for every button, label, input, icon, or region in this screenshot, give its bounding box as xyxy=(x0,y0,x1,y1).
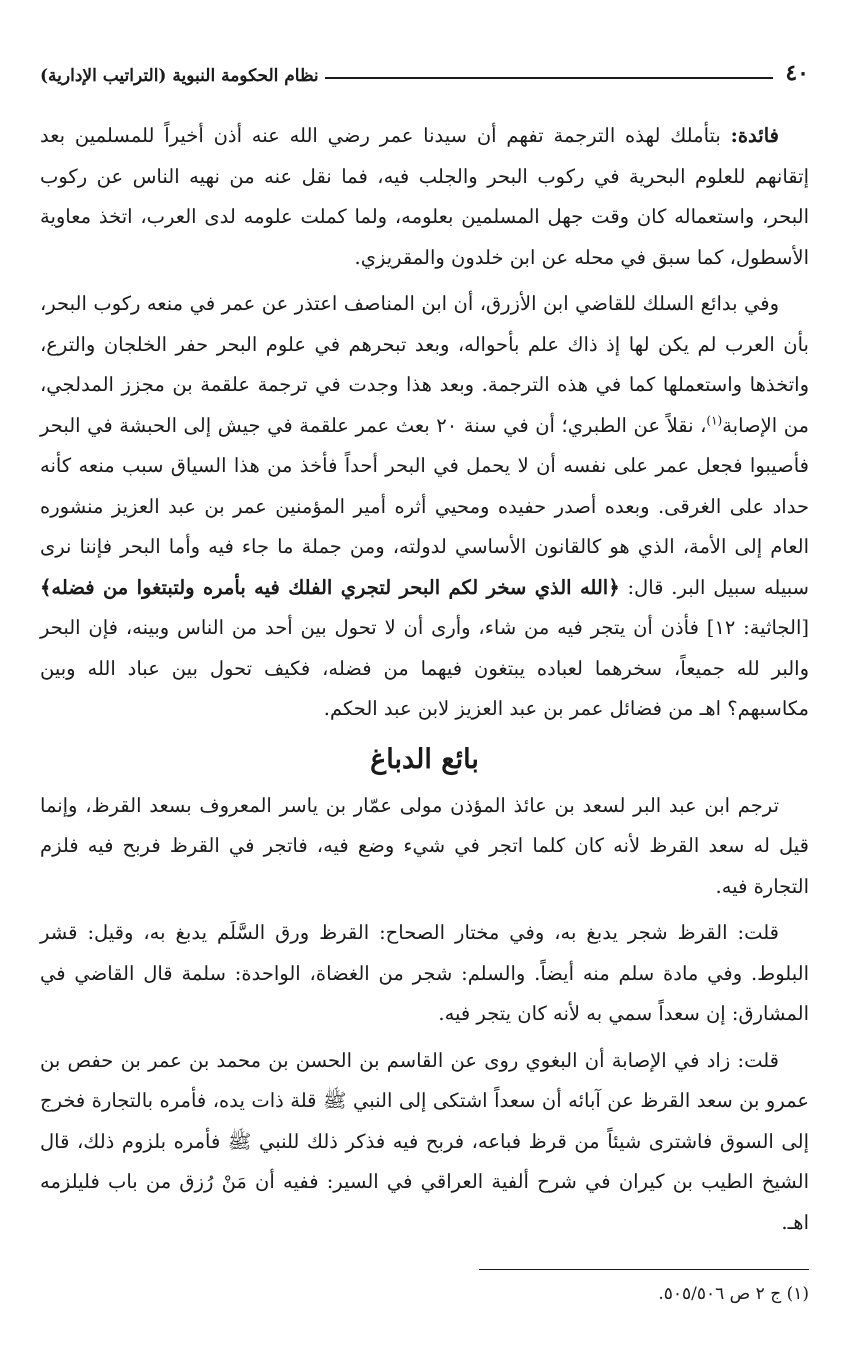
paragraph-text: ، نقلاً عن الطبري؛ أن في سنة ٢٠ بعث عمر علقمة في جيش إلى الحبشة في البحر فأصيبوا فجعل عمر على نفسه أن لا يحمل في البحر أحداً فأخذ من هذا السياق سبب منعه كأنه حداد على الغرقى. وبعده أصدر حفيده ومحيي أثره أمير المؤمنين عمر بن عبد العزيز منشوره العام إلى الأمة، الذي هو كالقانون الأساسي لدولته، ومن جملة ما جاء فيه وأما البحر فإننا نرى سبيله سبيل البر. قال: xyxy=(40,413,809,599)
paragraph-badaie xyxy=(40,284,809,730)
footnote: (١) ج ٢ ص ٥٠٥/٥٠٦. xyxy=(658,1284,809,1304)
footnote-rule xyxy=(479,1269,809,1270)
paragraph-text: [الجاثية: ١٢] فأذن أن يتجر فيه من شاء، وأرى أن لا تحول بين أحد من الناس وبينه، فإن البحر والبر لله جميعاً، سخرهما لعباده يبتغون فيهما من فضله، فكيف تحول بين عباد الله وبين مكاسبهم؟ اهـ من فضائل عمر بن عبد العزيز لابن عبد الحكم. xyxy=(40,616,809,720)
faida-label: فائدة: xyxy=(730,124,779,147)
paragraph-text: بتأملك لهذه الترجمة تفهم أن سيدنا عمر رضي الله عنه أذن أخيراً للمسلمين بعد إتقانهم للعلوم البحرية في ركوب البحر والجلب فيه، فما نقل عنه من نهيه الناس عن ركوب البحر، واستعماله كان وقت جهل المسلمين بعلومه، ولما كملت علومه لدى العرب، اتخذ معاوية الأسطول، كما سبق في محله عن ابن خلدون والمقريزي. xyxy=(40,124,809,269)
paragraph-qultu-2: قلت: زاد في الإصابة أن البغوي روى عن القاسم بن الحسن بن محمد بن عمر بن حفص بن عمرو بن سعد القرظ عن آبائه أن سعداً اشتكى إلى النبي ﷺ قلة ذات يده، فأمره بالتجارة فخرج إلى السوق فاشترى شيئاً من قرظ فباعه، فربح فيه فذكر ذلك للنبي ﷺ فأمره بلزوم ذلك، قال الشيخ الطيب بن كيران في شرح ألفية العراقي في السير: ففيه أن مَنْ رُزق من باب فليلزمه اهـ. xyxy=(40,1048,809,1234)
quran-verse: ﴿الله الذي سخر لكم البحر لتجري الفلك فيه بأمره ولتبتغوا من فضله﴾ xyxy=(40,575,620,599)
section-heading: بائع الدباغ xyxy=(370,743,479,775)
paragraph-faida xyxy=(40,116,809,278)
page-body xyxy=(40,116,809,1243)
header-rule xyxy=(325,77,774,79)
footnote-reference: (١) xyxy=(706,413,723,427)
book-title: نظام الحكومة النبوية (التراتيب الإدارية) xyxy=(40,66,319,86)
paragraph-text: وفي بدائع السلك للقاضي ابن الأزرق، أن ابن المناصف اعتذر عن عمر في منعه ركوب البحر، بأن العرب لم يكن لها إذ ذاك علم بأحواله، وبعد تبحرهم في علوم البحر حفر الخلجان والترع، واتخذها واستعملها كما في هذه الترجمة. وبعد هذا وجدت في ترجمة علقمة بن مجزز المدلجي، من الإصابة xyxy=(40,292,809,437)
paragraph-tarjama: ترجم ابن عبد البر لسعد بن عائذ المؤذن مولى عمّار بن ياسر المعروف بسعد القرظ، وإنما قيل له سعد القرظ لأنه كان كلما اتجر في شيء وضع فيه، فاتجر في القرظ فربح فيه فلزم التجارة فيه. xyxy=(40,793,809,898)
paragraph-qultu-1: قلت: القرظ شجر يدبغ به، وفي مختار الصحاح: القرظ ورق السَّلَم يدبغ به، وقيل: قشر البلوط. وفي مادة سلم منه أيضاً. والسلم: شجر من الغضاة، الواحدة: سلمة قال القاضي في المشارق: إن سعداً سمي به لأنه كان يتجر فيه. xyxy=(40,921,809,1025)
page-number: ٤٠ xyxy=(785,60,809,86)
running-header xyxy=(40,56,809,86)
